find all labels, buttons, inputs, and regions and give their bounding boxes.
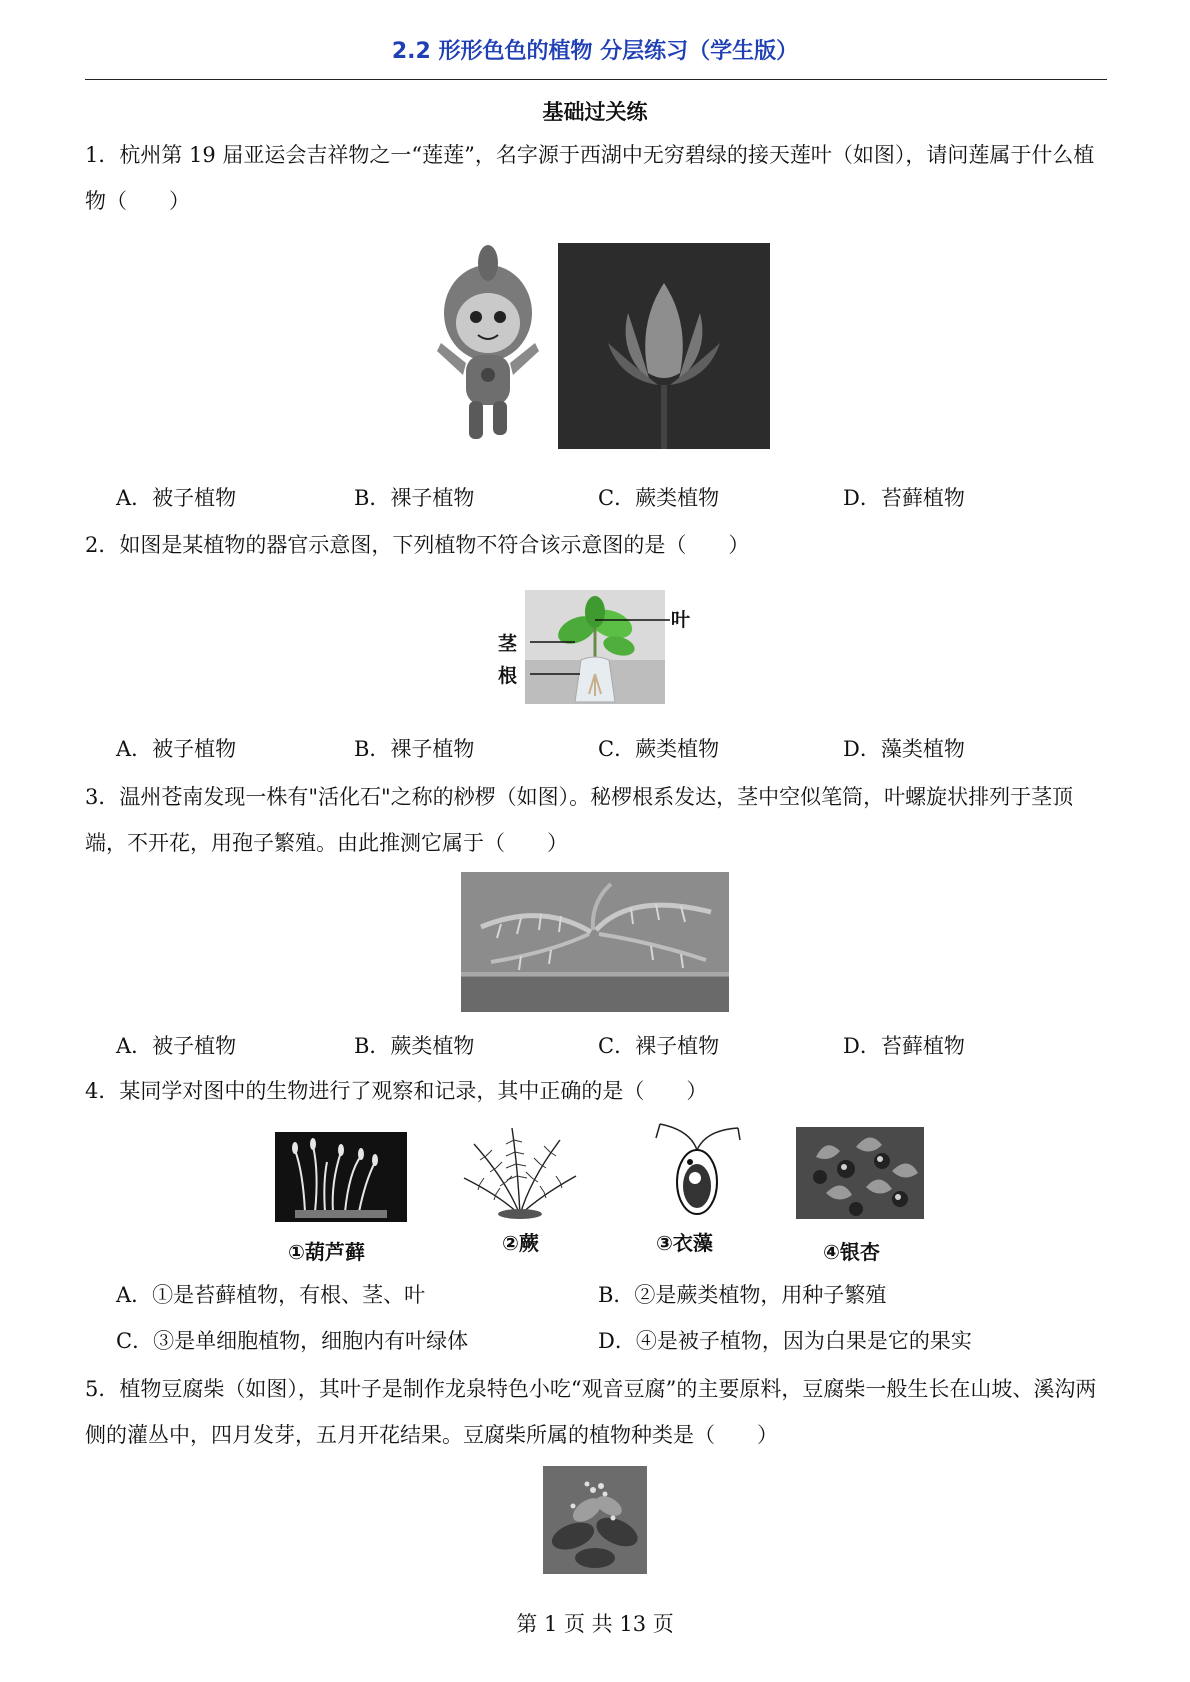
label-root: 根 xyxy=(498,665,518,687)
q1-option-c: C．蕨类植物 xyxy=(598,486,720,510)
label-stem: 茎 xyxy=(498,633,518,655)
q4-option-a: A．①是苔藓植物，有根、茎、叶 xyxy=(116,1283,426,1307)
chlamydomonas-drawing xyxy=(650,1120,745,1220)
question-1-stem: 1．杭州第 19 届亚运会吉祥物之一“莲莲”，名字源于西湖中无穷碧绿的接天莲叶（如图），请问莲属于什么植物（ ） xyxy=(85,143,1095,213)
doufuchai-photo xyxy=(543,1466,647,1574)
document-title: 2.2 形形色色的植物 分层练习（学生版） xyxy=(391,39,799,64)
q3-option-c: C．裸子植物 xyxy=(598,1034,720,1058)
caption-ginkgo: ④银杏 xyxy=(823,1240,880,1264)
caption-chlamydomonas: ③衣藻 xyxy=(656,1231,713,1255)
q1-option-a: A．被子植物 xyxy=(116,486,237,510)
q4-option-c: C．③是单细胞植物，细胞内有叶绿体 xyxy=(116,1329,469,1353)
question-2-stem: 2．如图是某植物的器官示意图，下列植物不符合该示意图的是（ ） xyxy=(85,533,750,557)
section-title: 基础过关练 xyxy=(542,100,648,124)
q3-option-a: A．被子植物 xyxy=(116,1034,237,1058)
tree-fern-photo xyxy=(461,872,729,1012)
q2-option-d: D．藻类植物 xyxy=(843,737,965,761)
q4-option-b: B．②是蕨类植物，用种子繁殖 xyxy=(598,1283,887,1307)
moss-photo xyxy=(275,1132,407,1222)
caption-moss: ①葫芦藓 xyxy=(288,1240,365,1264)
q2-option-a: A．被子植物 xyxy=(116,737,237,761)
q4-option-d: D．④是被子植物，因为白果是它的果实 xyxy=(598,1329,972,1353)
question-3-stem: 3．温州苍南发现一株有"活化石"之称的桫椤（如图）。秘椤根系发达，茎中空似笔筒，叶螺旋状排列于茎顶端，不开花，用孢子繁殖。由此推测它属于（ ） xyxy=(85,785,1074,855)
page-footer: 第 1 页 共 13 页 xyxy=(516,1612,674,1636)
label-leaf: 叶 xyxy=(671,609,691,631)
fern-drawing xyxy=(460,1120,580,1220)
lotus-photo xyxy=(558,243,770,449)
mascot-lianlian-image xyxy=(433,243,543,443)
q1-option-d: D．苔藓植物 xyxy=(843,486,965,510)
q3-option-d: D．苔藓植物 xyxy=(843,1034,965,1058)
q1-option-b: B．裸子植物 xyxy=(354,486,475,510)
question-5-stem: 5．植物豆腐柴（如图），其叶子是制作龙泉特色小吃“观音豆腐”的主要原料，豆腐柴一般生长在山坡、溪沟两侧的灌丛中，四月发芽，五月开花结果。豆腐柴所属的植物种类是（ ） xyxy=(85,1377,1097,1447)
q2-option-c: C．蕨类植物 xyxy=(598,737,720,761)
organ-pointer-lines xyxy=(500,590,700,704)
caption-fern: ②蕨 xyxy=(502,1231,539,1255)
question-4-stem: 4．某同学对图中的生物进行了观察和记录，其中正确的是（ ） xyxy=(85,1079,708,1103)
header-divider xyxy=(85,79,1107,80)
q3-option-b: B．蕨类植物 xyxy=(354,1034,475,1058)
ginkgo-photo xyxy=(796,1127,924,1219)
q2-option-b: B．裸子植物 xyxy=(354,737,475,761)
